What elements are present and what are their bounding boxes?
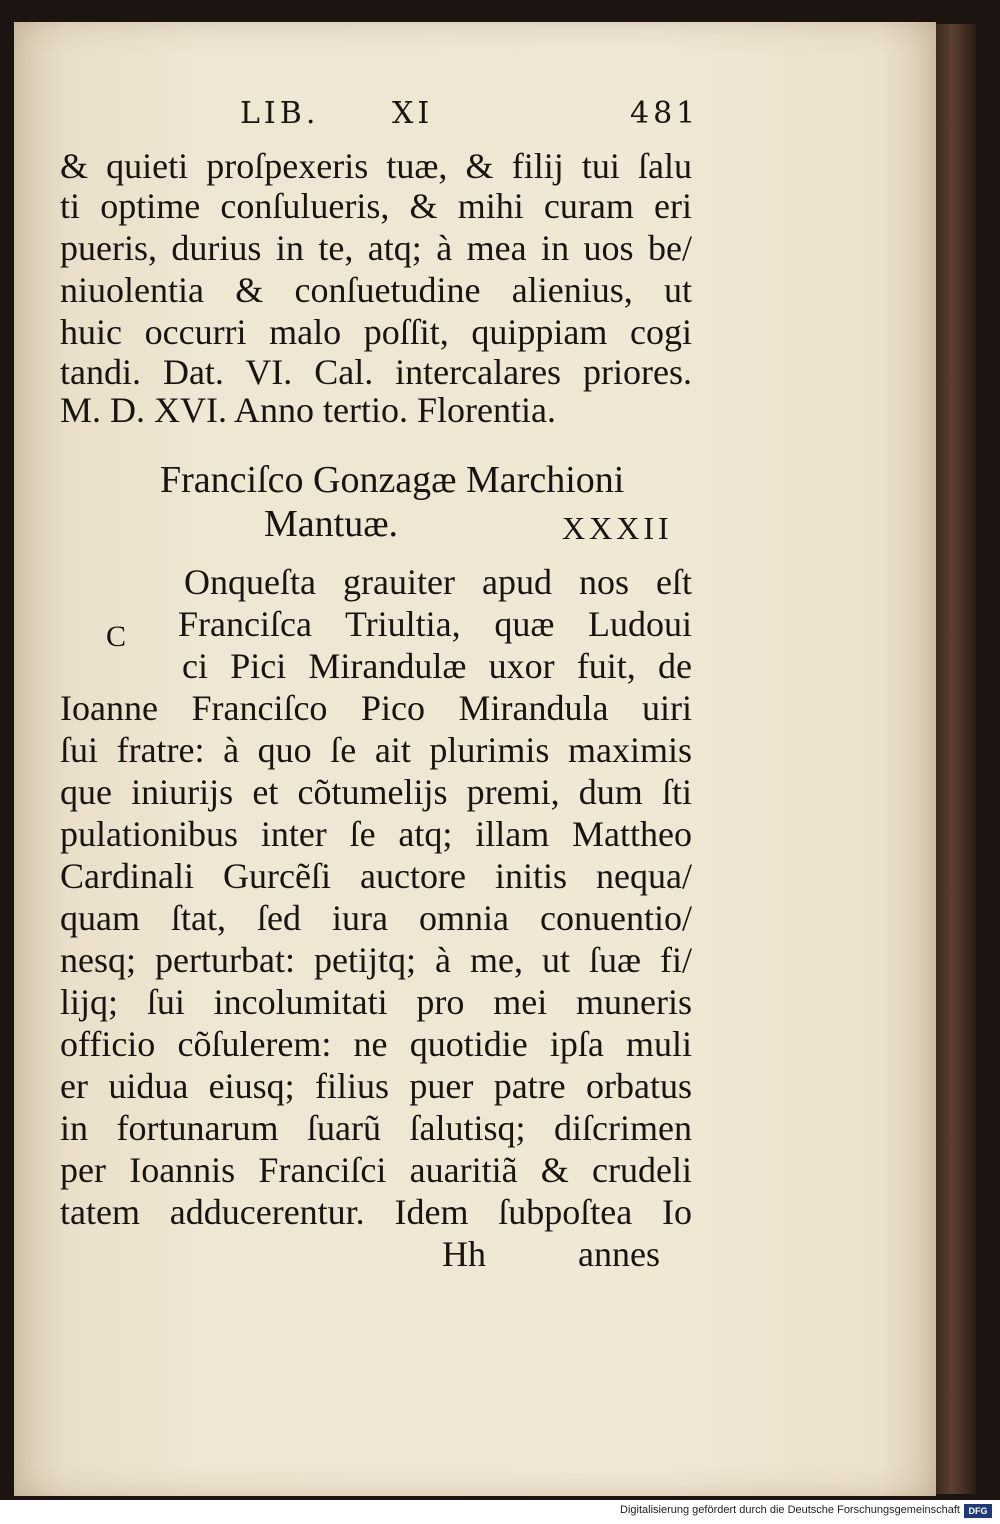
text-line: per Ioannis Franciſci auaritiã & crudeli [60,1150,692,1190]
text-line: huic occurri malo poſſit, quippiam cogi [60,312,692,352]
signature-mark: Hh [442,1234,486,1274]
text-line: quam ſtat, ſed iura omnia conuentio/ [60,898,692,938]
letter-number: XXXII [562,510,673,546]
footer-bar [0,1500,1000,1524]
text-line: pueris, durius in te, atq; à mea in uos be/ [60,228,692,268]
text-line: officio cõſulerem: ne quotidie ipſa muli [60,1024,692,1064]
text-line: lijq; ſui incolumitati pro mei muneris [60,982,692,1022]
text-line: pulationibus inter ſe atq; illam Mattheo [60,814,692,854]
letter-heading: Franciſco Gonzagæ Marchioni [160,459,625,501]
text-line: Onqueſta grauiter apud nos eſt [184,562,692,602]
text-line: ci Pici Mirandulæ uxor fuit, de [182,646,692,686]
text-line: Ioanne Franciſco Pico Mirandula uiri [60,688,692,728]
text-line: ti optime conſulueris, & mihi curam eri [60,186,692,226]
funding-credit: Digitalisierung gefördert durch die Deutsche Forschungsgemeinschaft [620,1504,960,1516]
letter-heading-recipient: Mantuæ. [264,503,399,545]
text-line: Franciſca Triultia, quæ Ludoui [178,604,692,644]
text-line: er uidua eiusq; filius puer patre orbatus [60,1066,692,1106]
running-head [14,96,936,136]
text-line: tatem adducerentur. Idem ſubpoſtea Io [60,1192,692,1232]
text-line: niuolentia & conſuetudine alienius, ut [60,270,692,310]
text-line: Cardinali Gurcẽſi auctore initis nequa/ [60,856,692,896]
page-number: 481 [630,96,700,131]
text-line: & quieti proſpexeris tuæ, & filij tui ſalu [60,146,692,186]
text-line: ſui fratre: à quo ſe ait plurimis maximis [60,730,692,770]
text-line: tandi. Dat. VI. Cal. intercalares priores. [60,352,692,392]
page-edge [936,24,976,1494]
book-page [14,22,936,1496]
catchword: annes [578,1234,660,1274]
running-head-numeral: XI [392,96,434,131]
text-line: nesq; perturbat: petijtq; à me, ut ſuæ fi/ [60,940,692,980]
running-head-book: LIB. [240,96,320,131]
text-line: in fortunarum ſuarũ ſalutisq; diſcrimen [60,1108,692,1148]
text-line: M. D. XVI. Anno tertio. Florentia. [60,390,556,430]
drop-cap: C [106,620,127,653]
text-line: que iniurijs et cõtumelijs premi, dum ſti [60,772,692,812]
dfg-logo[interactable]: DFG [964,1504,992,1518]
